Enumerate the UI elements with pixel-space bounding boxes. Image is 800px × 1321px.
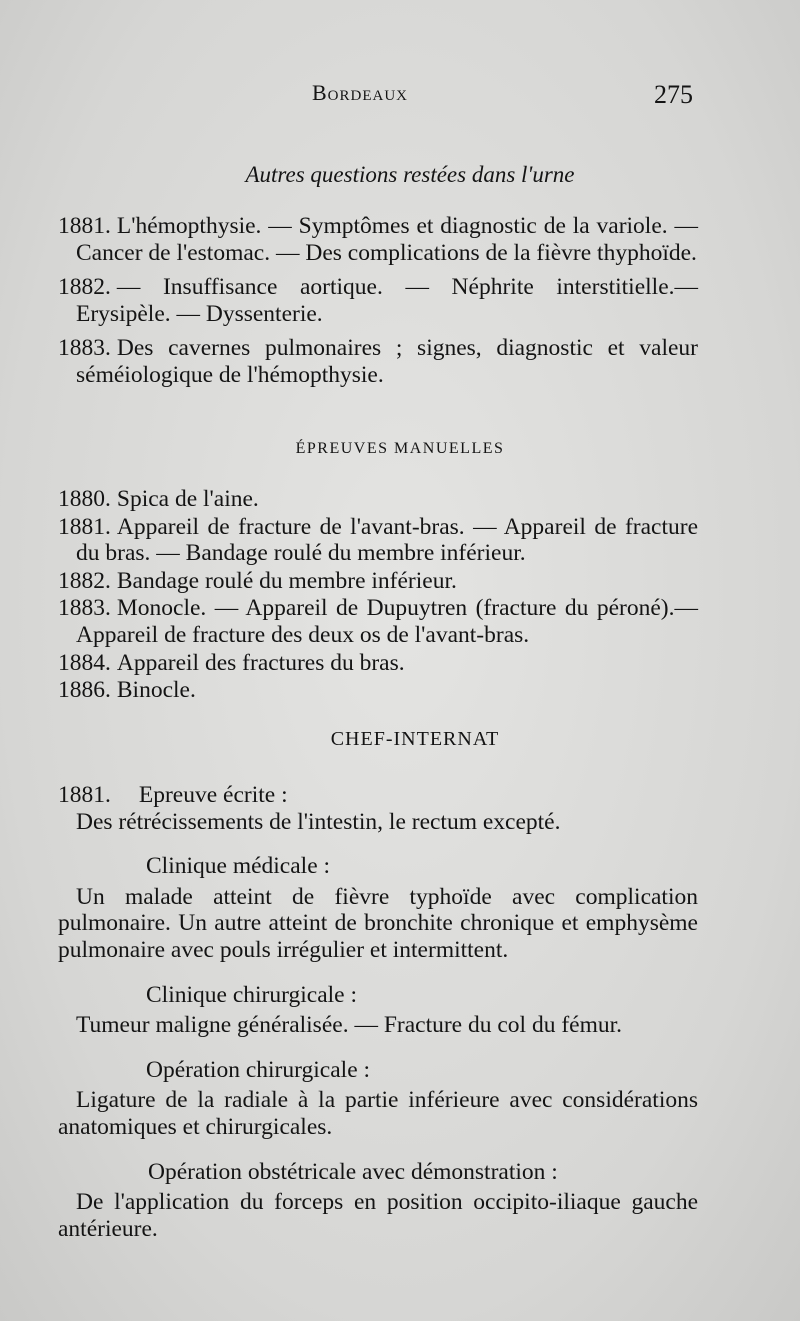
entry-year: 1882. <box>58 567 111 594</box>
list-item <box>58 568 698 595</box>
obstetric-operation-label: Opération obstétricale avec démonstration : <box>148 1158 558 1185</box>
entry-year: 1883. <box>58 335 111 362</box>
section-title-chef-internat: CHEF-INTERNAT <box>330 728 500 750</box>
list-item <box>58 486 698 513</box>
surgical-operation-label: Opération chirurgicale : <box>146 1056 371 1083</box>
written-test-label: Epreuve écrite : <box>138 782 288 808</box>
page-header <box>0 80 800 116</box>
page-number: 275 <box>654 80 693 109</box>
surgical-clinic-label: Clinique chirurgicale : <box>146 981 358 1008</box>
entry-text: Appareil des fractures du bras. <box>116 649 405 676</box>
section-title-manual-tests: ÉPREUVES MANUELLES <box>295 440 505 457</box>
entry-text: Spica de l'aine. <box>116 486 259 512</box>
entry-year: 1881. <box>58 782 111 808</box>
written-test-text: Des rétrécissements de l'intestin, le rectum excepté. <box>76 808 561 835</box>
list-item <box>58 213 698 266</box>
surgical-operation-text: Ligature de la radiale à la partie inférieure avec considérations anatomiques et chirurgicales. <box>58 1087 698 1140</box>
entry-text: Appareil de fracture de l'avant-bras. — Appareil de fracture du bras. — Bandage roulé du membre inférieur. <box>76 513 698 567</box>
entry-year: 1881. <box>58 513 111 540</box>
entry-text: L'hémopthysie. — Symptômes et diagnostic de la variole. — Cancer de l'estomac. — Des complications de la fièvre thyphoïde. <box>76 213 698 266</box>
entry-text: Bandage roulé du membre inférieur. <box>116 567 457 594</box>
list-item <box>58 274 698 327</box>
list-item <box>58 677 698 704</box>
obstetric-operation-text: De l'application du forceps en position occipito-iliaque gauche antérieure. <box>58 1189 698 1242</box>
entry-year: 1880. <box>58 486 111 512</box>
surgical-clinic-text: Tumeur maligne généralisée. — Fracture du col du fémur. <box>76 1012 623 1039</box>
other-questions-list <box>58 213 698 397</box>
section-title-other-questions: Autres questions restées dans l'urne <box>245 162 575 187</box>
entry-year: 1882. <box>58 274 111 301</box>
entry-year: 1881. <box>58 213 111 239</box>
entry-text: Monocle. — Appareil de Dupuytren (fracture du péroné).— Appareil de fracture des deux os de l'avant-bras. <box>76 595 698 648</box>
medical-clinic-label: Clinique médicale : <box>146 853 331 880</box>
chef-internat-section <box>58 782 698 1242</box>
entry-year: 1884. <box>58 649 111 676</box>
entry-text: Binocle. <box>116 677 196 704</box>
list-item <box>58 650 698 677</box>
entry-year: 1886. <box>58 677 111 704</box>
running-title: Bordeaux <box>312 80 409 105</box>
entry-text: — Insuffisance aortique. — Néphrite interstitielle.— Erysipèle. — Dyssenterie. <box>76 274 698 327</box>
medical-clinic-text: Un malade atteint de fièvre typhoïde avec complication pulmonaire. Un autre atteint de bronchite chronique et emphysème pulmonaire avec pouls irrégulier et intermittent. <box>58 883 698 963</box>
written-test-heading <box>58 782 698 809</box>
manual-tests-list <box>58 486 698 705</box>
list-item <box>58 595 698 648</box>
list-item <box>58 514 698 567</box>
list-item <box>58 335 698 388</box>
entry-text: Des cavernes pulmonaires ; signes, diagnostic et valeur séméiologique de l'hémopthysie. <box>76 335 698 388</box>
entry-year: 1883. <box>58 595 111 622</box>
